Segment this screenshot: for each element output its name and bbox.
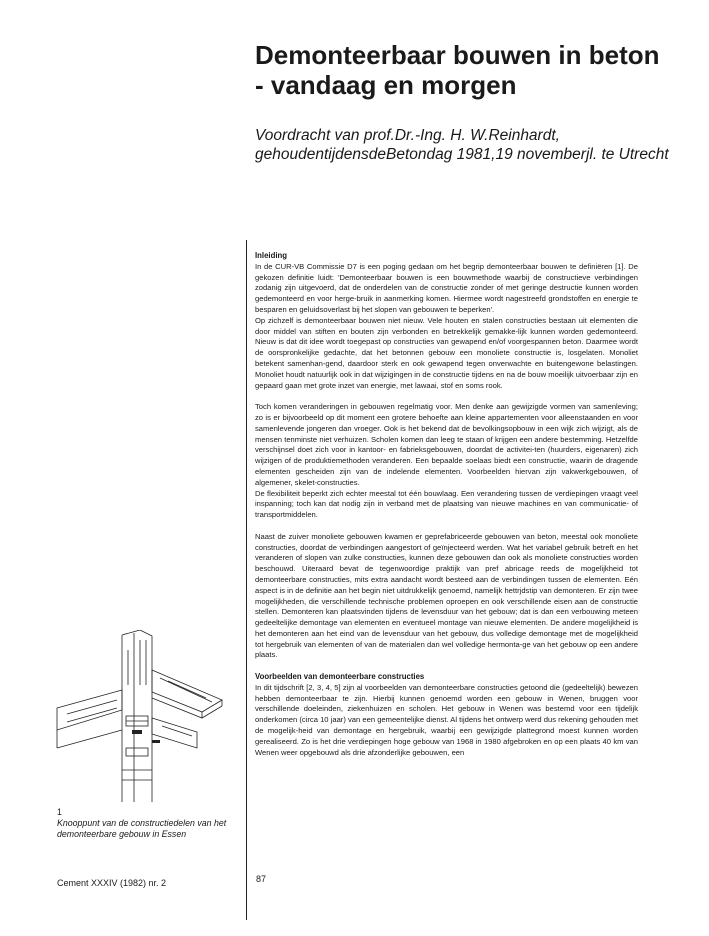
- paragraph: In dit tijdschrift [2, 3, 4, 5] zijn al voorbeelden van demonteerbare constructies getoond die (gedeeltelijk) bewezen hebben demonteerbaar te zijn. Hierbij kunnen genoemd worden een gebouw in Wenen, bruggen voor verschillende doeleinden, ziekenhuizen en scholen. Het gebouw in Wenen was bestemd voor een tijdelijk onderkomen (circa 10 jaar) van een gemeentelijke dienst. Al tijdens het ontwerp werd dus rekening gehouden met de mogelijk-heid van demontage en hergebruik, waarbij een gewijzigde plattegrond moest kunnen worden gerealiseerd. Zo is het drie verdiepingen hoge gebouw van 1968 in 1980 afgebroken en op een plaats 40 km van Wenen weer opgebouwd als drie afzonderlijke gebouwen, een: [255, 682, 638, 757]
- article-body: [255, 251, 638, 758]
- section-heading-voorbeelden: Voorbeelden van demonteerbare constructies: [255, 672, 425, 682]
- figure-caption-text: Knooppunt van de constructiedelen van het demonteerbare gebouw in Essen: [57, 818, 227, 839]
- paragraph: Naast de zuiver monoliete gebouwen kwamen er geprefabriceerde gebouwen van beton, meestal ook monoliete constructies, doordat de verbindingen aangestort of geïnjecteerd werden. Wat het variabel gebruik betreft en het veranderen of slopen van zulke constructies, kunnen deze gebouwen dan ook als monoliete constructies worden beschouwd. Uiteraard bevat de tegenwoordige praktijk van pref abricage reeds de mogelijkheid tot demonteerbare constructies, mits extra aandacht wordt besteed aan de verbindingen tussen de elementen. Eén aspect is in de definitie aan het begin niet uitdrukkelijk genoemd, namelijk hettrjdstip van demonteren. Er zijn twee mogelijkheden, die verschillende technische problemen oproepen en ook verschillende eisen aan de constructie stellen. Demonteren kan plaatsvinden tijdens de levensduur van het gebouw; dat is dan een verbouwing meteen gedeeltelijke demontage van elementen en eventueel montage van nieuwe elementen. De andere mogelijkheid is het demonteren aan het eind van de levensduur van het gebouw, dus volledige demontage met de mogelijkheid tot hergebruik van elementen of van de materialen dan wel volledige hermonta-ge van het gebouw op een andere plaats.: [255, 531, 638, 660]
- paragraph: In de CUR-VB Commissie D7 is een poging gedaan om het begrip demonteerbaar bouwen te definiëren [1]. De gekozen definitie luidt: 'Demonteerbaar bouwen is een bouwmethode waarbij de constructieve verbindingen zodanig zijn uitgevoerd, dat de onderdelen van de constructie zonder of met geringe destructie kunnen worden gedemonteerd en voor herge-bruik in aanmerking komen. Hiermee wordt nagestreefd grondstoffen en energie te besparen en geluidsoverlast bij het slopen van gebouwen te beperken'.: [255, 261, 638, 314]
- page-number: 87: [256, 874, 267, 884]
- article-subtitle: Voordracht van prof.Dr.-Ing. H. W.Reinhardt, gehoudentijdensdeBetondag 1981,19 novemberjl. te Utrecht: [255, 127, 669, 163]
- journal-reference: Cement XXXIV (1982) nr. 2: [57, 878, 167, 888]
- article-title: Demonteerbaar bouwen in beton - vandaag en morgen: [255, 40, 660, 100]
- section-heading-inleiding: Inleiding: [255, 251, 288, 260]
- connection-detail-drawing: [52, 630, 242, 802]
- paragraph: De flexibiliteit beperkt zich echter meestal tot één bouwlaag. Een verandering tussen de verdiepingen vraagt veel inspanning; toch kan dat nodig zijn in verband met de plaatsing van nieuwe machines en van communicatie- of transportmiddelen.: [255, 488, 638, 520]
- paragraph: Op zichzelf is demonteerbaar bouwen niet nieuw. Vele houten en stalen constructies bestaan uit elementen die door middel van stiften en bouten zijn verbonden en betrekkelijk gemakke-lijk kunnen worden gedemonteerd. Nieuw is dat dit idee wordt toegepast op constructies van gewapend en/of voorgespannen beton. Daarmee wordt de oorspronkelijke gedachte, dat het betonnen gebouw een monoliete constructie is, losgelaten. Monoliet betekent samenhan-gend, daardoor sterk en ook gewapend tegen onverwachte en buitengewone belastingen. Monoliet houdt natuurlijk ook in dat wijzigingen in de constructie tijdens en na de bouw moeilijk uitvoerbaar zijn en gepaard gaan met grote inzet van energie, met lawaai, stof en soms rook.: [255, 315, 638, 390]
- paragraph: Toch komen veranderingen in gebouwen regelmatig voor. Men denke aan gewijzigde vormen van samenleving; zo is er bijvoorbeeld op dit moment een grotere behoefte aan kleine appartementen voor alleenstaanden en voor samenlevende jongeren dan vroeger. Ook is het bekend dat de bevolkingsopbouw in een wijk zich wijzigt, als de mensen tenminste niet verhuizen. Scholen komen dan leeg te staan of krijgen een andere bestemming. Hetzelfde verschijnsel doet zich voor in kantoor- en fabrieksgebouwen, doordat de activitei-ten (huurders, eigenaren) zich wijzigen of de produktiemethoden veranderen. Een bepaalde soelaas biedt een constructie, waarin de dragende elementen gescheiden zijn van de indelende elementen. Voorbeelden hiervan zijn vakwerkgebouwen, of algemener, skelet-constructies.: [255, 402, 638, 487]
- figure-caption: [57, 807, 247, 840]
- figure-number: 1: [57, 807, 62, 817]
